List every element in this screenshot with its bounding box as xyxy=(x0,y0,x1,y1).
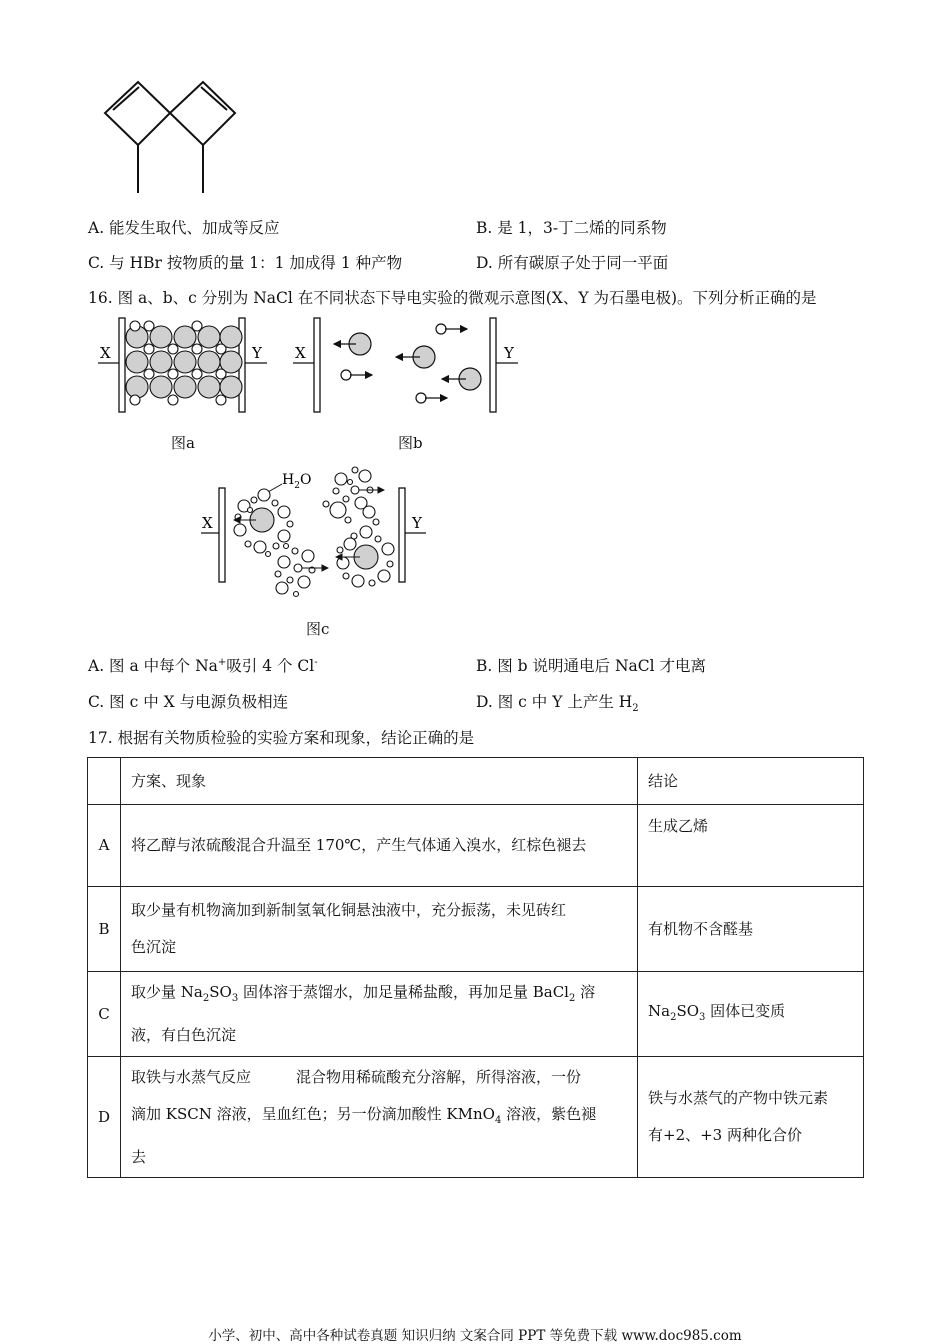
q16-option-c: C. 图 c 中 X 与电源负极相连 xyxy=(88,693,289,711)
sodium-ion xyxy=(144,321,154,331)
sodium-ion xyxy=(130,395,140,405)
electrode-x-c xyxy=(219,488,225,582)
figure-a-solid-nacl xyxy=(95,312,275,417)
water-label: $H_2O$ xyxy=(282,472,312,491)
sodium-ion xyxy=(341,370,351,380)
hydrated-chloride-ion xyxy=(336,526,394,587)
table-row xyxy=(88,758,864,805)
sodium-ion xyxy=(168,344,178,354)
table-row xyxy=(88,805,864,887)
caption-figure-a: 图a xyxy=(171,434,195,452)
sodium-ion xyxy=(216,395,226,405)
caption-figure-c: 图c xyxy=(306,620,330,638)
chloride-ion xyxy=(198,376,220,398)
table-row xyxy=(88,972,864,1057)
electrode-x xyxy=(119,318,125,412)
q16-stem: 16. 图 a、b、c 分别为 NaCl 在不同状态下导电实验的微观示意图(X、Y 为石墨电极)。下列分析正确的是 xyxy=(88,289,817,307)
q15-option-a: A. 能发生取代、加成等反应 xyxy=(88,219,280,237)
caption-figure-b: 图b xyxy=(398,434,423,452)
electrode-x-label: X xyxy=(100,344,111,362)
sodium-ion xyxy=(130,321,140,331)
row-scheme: 取少量有机物滴加到新制氢氧化铜悬浊液中，充分振荡，未见砖红 色沉淀 xyxy=(121,887,638,972)
chloride-ion xyxy=(150,351,172,373)
row-scheme: 将乙醇与浓硫酸混合升温至 170℃，产生气体通入溴水，红棕色褪去 xyxy=(121,805,638,887)
row-key: D xyxy=(88,1057,121,1178)
electrode-y-label-c: Y xyxy=(412,514,422,532)
sodium-ion xyxy=(192,369,202,379)
q16-option-a: A. 图 a 中每个 Na+吸引 4 个 Cl- xyxy=(88,656,318,675)
chloride-ion xyxy=(220,376,242,398)
spiro-structure-diagram xyxy=(95,75,245,200)
header-conclusion: 结论 xyxy=(638,758,864,805)
row-key: C xyxy=(88,972,121,1057)
chloride-ion xyxy=(150,376,172,398)
table-row xyxy=(88,887,864,972)
row-conclusion: $Na_2SO_3$ 固体已变质 xyxy=(638,972,864,1057)
row-key: A xyxy=(88,805,121,887)
electrode-y-label-b: Y xyxy=(504,344,514,362)
sodium-ion xyxy=(436,324,446,334)
chloride-ion xyxy=(174,376,196,398)
chloride-ion xyxy=(198,351,220,373)
electrode-x-label-c: X xyxy=(202,514,213,532)
header-scheme: 方案、现象 xyxy=(121,758,638,805)
hydrated-chloride-ion xyxy=(234,489,293,557)
electrode-y-c xyxy=(399,488,405,582)
row-scheme: 取铁与水蒸气反应 混合物用稀硫酸充分溶解，所得溶液，一份 滴加 KSCN 溶液，呈血红色；另一份滴加酸性 KMnO$_4$ 溶液，紫色褪 去 xyxy=(121,1057,638,1178)
q15-option-c: C. 与 HBr 按物质的量 1：1 加成得 1 种产物 xyxy=(88,254,403,272)
q16-option-d: D. 图 c 中 Y 上产生 $H_2$ xyxy=(476,693,639,715)
ion-lattice xyxy=(126,321,242,405)
figure-b-molten-nacl xyxy=(290,312,525,417)
electrode-y-b xyxy=(490,318,496,412)
sodium-ion xyxy=(192,321,202,331)
table-row xyxy=(88,1057,864,1178)
electrode-x-label-b: X xyxy=(295,344,306,362)
row-conclusion: 有机物不含醛基 xyxy=(638,887,864,972)
row-key: B xyxy=(88,887,121,972)
q17-table xyxy=(87,757,864,1178)
chloride-ion xyxy=(126,376,148,398)
figure-c-nacl-solution xyxy=(198,462,438,604)
chloride-ion xyxy=(174,351,196,373)
sodium-ion xyxy=(168,369,178,379)
page-footer: 小学、初中、高中各种试卷真题 知识归纳 文案合同 PPT 等免费下载 www.doc985.com xyxy=(208,1328,742,1344)
sodium-ion xyxy=(168,395,178,405)
q15-option-d: D. 所有碳原子处于同一平面 xyxy=(476,254,669,272)
sodium-ion xyxy=(416,393,426,403)
electrode-x-b xyxy=(314,318,320,412)
sodium-ion xyxy=(144,344,154,354)
hydrated-sodium-ion xyxy=(275,548,328,597)
sodium-ion xyxy=(192,344,202,354)
sodium-ion xyxy=(144,369,154,379)
sodium-ion xyxy=(216,369,226,379)
q15-option-b: B. 是 1，3-丁二烯的同系物 xyxy=(476,219,667,237)
row-scheme: 取少量 $Na_2SO_3$ 固体溶于蒸馏水，加足量稀盐酸，再加足量 BaCl$_2$ 溶 液，有白色沉淀 xyxy=(121,972,638,1057)
chloride-ion xyxy=(126,351,148,373)
electrode-y-label: Y xyxy=(252,344,262,362)
q16-option-b: B. 图 b 说明通电后 NaCl 才电离 xyxy=(476,657,706,675)
q17-stem: 17. 根据有关物质检验的实验方案和现象，结论正确的是 xyxy=(88,729,475,747)
row-conclusion: 生成乙烯 xyxy=(638,805,864,887)
row-conclusion: 铁与水蒸气的产物中铁元素 有+2、+3 两种化合价 xyxy=(638,1057,864,1178)
sodium-ion xyxy=(216,344,226,354)
